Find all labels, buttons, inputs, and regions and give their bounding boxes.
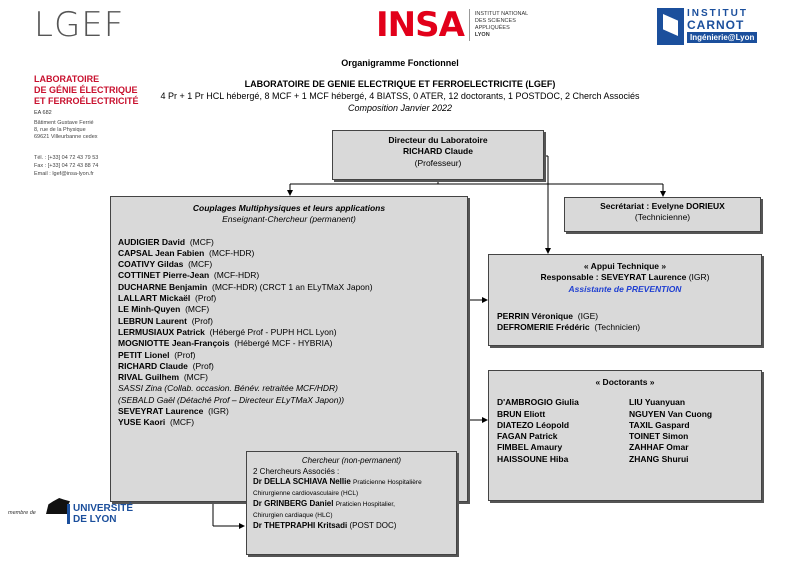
member-row xyxy=(118,406,467,417)
member-name: LALLART Mickaël xyxy=(118,293,191,304)
member-row xyxy=(118,361,467,372)
member-name: YUSE Kaori xyxy=(118,417,166,428)
non-permanent-box xyxy=(246,451,457,555)
insa-sub-line: LYON xyxy=(474,32,490,38)
researcher-name: Dr DELLA SCHIAVA Nellie xyxy=(253,477,351,486)
researcher-row xyxy=(253,499,456,511)
couplages-title: Couplages Multiphysiques et leurs applications xyxy=(192,203,386,213)
appui-title: « Appui Technique » xyxy=(583,261,667,271)
lab-title: LABORATOIRE DE GENIE ELECTRIQUE ET FERROELECTRICITE (LGEF) xyxy=(244,79,556,89)
director-role: (Professeur) xyxy=(414,157,462,168)
secretariat-box xyxy=(564,197,761,232)
doctorant-name: BRUN Eliott xyxy=(497,408,546,419)
member-row xyxy=(118,304,467,315)
member-role: (MCF) xyxy=(185,304,210,315)
doctorants-box xyxy=(488,370,762,501)
member-name: LERMUSIAUX Patrick xyxy=(118,326,205,337)
doctorant-name: ZHANG Shurui xyxy=(629,453,689,464)
carnot-line: CARNOT xyxy=(687,18,745,32)
doctorant-name: TOINET Simon xyxy=(629,431,689,442)
member-role: (MCF-HDR) (CRCT 1 an ELyTMaX Japon) xyxy=(212,281,373,292)
member-name: CAPSAL Jean Fabien xyxy=(118,247,205,258)
member-role: (Prof) xyxy=(195,293,217,304)
member-role: (MCF) xyxy=(188,259,213,270)
prevention-label: Assistante de PREVENTION xyxy=(568,283,682,294)
member-role: (Technicien) xyxy=(594,322,641,333)
member-name: PERRIN Véronique xyxy=(497,310,574,321)
member-note: SASSI Zina (Collab. occasion. Bénév. retraitée MCF/HDR) xyxy=(118,383,338,394)
member-row xyxy=(118,259,467,270)
researcher-role: (POST DOC) xyxy=(349,521,397,530)
appui-responsable xyxy=(497,272,761,283)
member-role: (Hébergé MCF - HYBRIA) xyxy=(234,338,333,349)
member-role: (Prof) xyxy=(191,315,213,326)
member-role: (MCF) xyxy=(183,372,208,383)
member-name: DEFROMERIE Frédéric xyxy=(497,322,590,333)
page-title: Organigramme Fonctionnel xyxy=(341,58,459,68)
lab-code: EA 682 xyxy=(34,110,52,116)
member-row xyxy=(118,417,467,428)
member-row xyxy=(118,270,467,281)
doctorants-title: « Doctorants » xyxy=(595,377,655,387)
doctorant-name: D'AMBROGIO Giulia xyxy=(497,397,579,408)
researcher-name: Dr GRINBERG Daniel xyxy=(253,499,334,508)
contact-line: Fax : [+33] 04 72 43 88 74 xyxy=(34,163,99,169)
appui-technique-box xyxy=(488,254,762,346)
researcher-row xyxy=(253,521,456,532)
member-role: (IGE) xyxy=(577,310,599,321)
address-line: 8, rue de la Physique xyxy=(34,127,86,133)
udl-line: UNIVERSITÉ xyxy=(73,503,134,514)
doctorants-left-column xyxy=(497,397,629,465)
logo-bar xyxy=(67,504,70,524)
researcher-name: Dr THETPRAPHI Kritsadi xyxy=(253,521,348,530)
lgef-logo: LGEF xyxy=(34,5,125,45)
responsable-name: Responsable : SEVEYRAT Laurence xyxy=(540,272,687,283)
researcher-role: Chirurgien cardiaque (HLC) xyxy=(253,511,333,519)
member-name: MOGNIOTTE Jean-François xyxy=(118,338,230,349)
member-row xyxy=(497,322,761,333)
researcher-row xyxy=(253,477,456,489)
member-row xyxy=(118,372,467,383)
member-role: (IGR) xyxy=(208,406,229,417)
carnot-line: Ingénierie@Lyon xyxy=(687,32,757,43)
member-name: SEVEYRAT Laurence xyxy=(118,406,204,417)
insa-wordmark: INSA xyxy=(376,5,464,45)
member-name: DUCHARNE Benjamin xyxy=(118,281,208,292)
member-row xyxy=(118,338,467,349)
member-name: AUDIGIER David xyxy=(118,236,186,247)
member-row xyxy=(118,350,467,361)
director-box xyxy=(332,130,544,180)
doctorants-columns xyxy=(497,397,761,465)
member-row xyxy=(118,282,467,293)
member-name: COATIVY Gildas xyxy=(118,259,184,270)
carnot-line: INSTITUT xyxy=(687,8,748,19)
doctorant-name: LIU Yuanyuan xyxy=(629,397,686,408)
insa-sub-line: APPLIQUÉES xyxy=(474,25,510,31)
staff-summary: 4 Pr + 1 Pr HCL hébergé, 8 MCF + 1 MCF hébergé, 4 BIATSS, 0 ATER, 12 doctorants, 1 POSTDOC, 2 Cherch Associés xyxy=(160,91,640,101)
responsable-role: (IGR) xyxy=(688,272,710,283)
lab-name-line: ET FERROÉLECTRICITÉ xyxy=(34,96,139,106)
doctorant-name: HAISSOUNE Hiba xyxy=(497,453,569,464)
lab-name-line: LABORATOIRE xyxy=(34,74,100,84)
member-name: LE Minh-Quyen xyxy=(118,304,181,315)
member-role: (MCF) xyxy=(169,417,195,428)
member-role: (MCF-HDR) xyxy=(209,247,255,258)
contact-line: Email : lgef@insa-lyon.fr xyxy=(34,171,94,177)
member-row xyxy=(118,293,467,304)
member-role: (Hébergé Prof - PUPH HCL Lyon) xyxy=(209,326,337,337)
couplages-subtitle: Enseignant-Chercheur (permanent) xyxy=(222,214,356,225)
member-row xyxy=(118,248,467,259)
member-name: PETIT Lionel xyxy=(118,349,170,360)
udl-line: DE LYON xyxy=(73,514,117,525)
director-name: RICHARD Claude xyxy=(403,146,473,157)
insa-sub-line: INSTITUT NATIONAL xyxy=(474,11,529,17)
director-title: Directeur du Laboratoire xyxy=(388,135,488,145)
member-row xyxy=(497,311,761,322)
researcher-role: Praticienne Hospitalière xyxy=(353,479,422,486)
member-name: COTTINET Pierre-Jean xyxy=(118,270,210,281)
member-role: (MCF-HDR) xyxy=(213,270,260,281)
member-role: (Prof) xyxy=(192,360,214,371)
doctorant-name: ZAHHAF Omar xyxy=(629,442,689,453)
member-role: (MCF) xyxy=(189,236,214,247)
associates-label: 2 Chercheurs Associés : xyxy=(253,466,340,476)
secretariat-role: (Technicienne) xyxy=(634,212,691,223)
lab-name-line: DE GÉNIE ÉLECTRIQUE xyxy=(34,85,138,95)
doctorant-name: TAXIL Gaspard xyxy=(629,419,690,430)
member-row xyxy=(118,316,467,327)
doctorant-name: NGUYEN Van Cuong xyxy=(629,408,713,419)
doctorant-name: DIATEZO Léopold xyxy=(497,419,570,430)
secretariat-title: Secrétariat : Evelyne DORIEUX xyxy=(600,201,725,211)
address-line: 69621 Villeurbanne cedex xyxy=(34,134,98,140)
address-line: Bâtiment Gustave Ferrié xyxy=(34,120,94,126)
member-role: (Prof) xyxy=(174,349,196,360)
member-name: RIVAL Guilhem xyxy=(118,372,180,383)
researcher-role: Chirurgienne cardiovasculaire (HCL) xyxy=(253,489,359,497)
member-name: RICHARD Claude xyxy=(118,360,188,371)
contact-line: Tél. : [+33] 04 72 43 79 53 xyxy=(34,155,99,161)
member-note: (SEBALD Gaël (Détaché Prof – Directeur ELyTMaX Japon)) xyxy=(118,394,345,405)
member-name: LEBRUN Laurent xyxy=(118,315,187,326)
doctorant-name: FAGAN Patrick xyxy=(497,431,558,442)
member-row xyxy=(118,327,467,338)
membre-label: membre de xyxy=(8,510,36,516)
researcher-role: Praticien Hospitalier, xyxy=(335,501,395,508)
doctorant-name: FIMBEL Amaury xyxy=(497,442,563,453)
insa-sub-line: DES SCIENCES xyxy=(474,18,516,24)
member-row xyxy=(118,237,467,248)
doctorants-right-column xyxy=(629,397,761,465)
composition-date: Composition Janvier 2022 xyxy=(347,103,453,113)
non-permanent-title: Chercheur (non-permanent) xyxy=(301,456,402,465)
